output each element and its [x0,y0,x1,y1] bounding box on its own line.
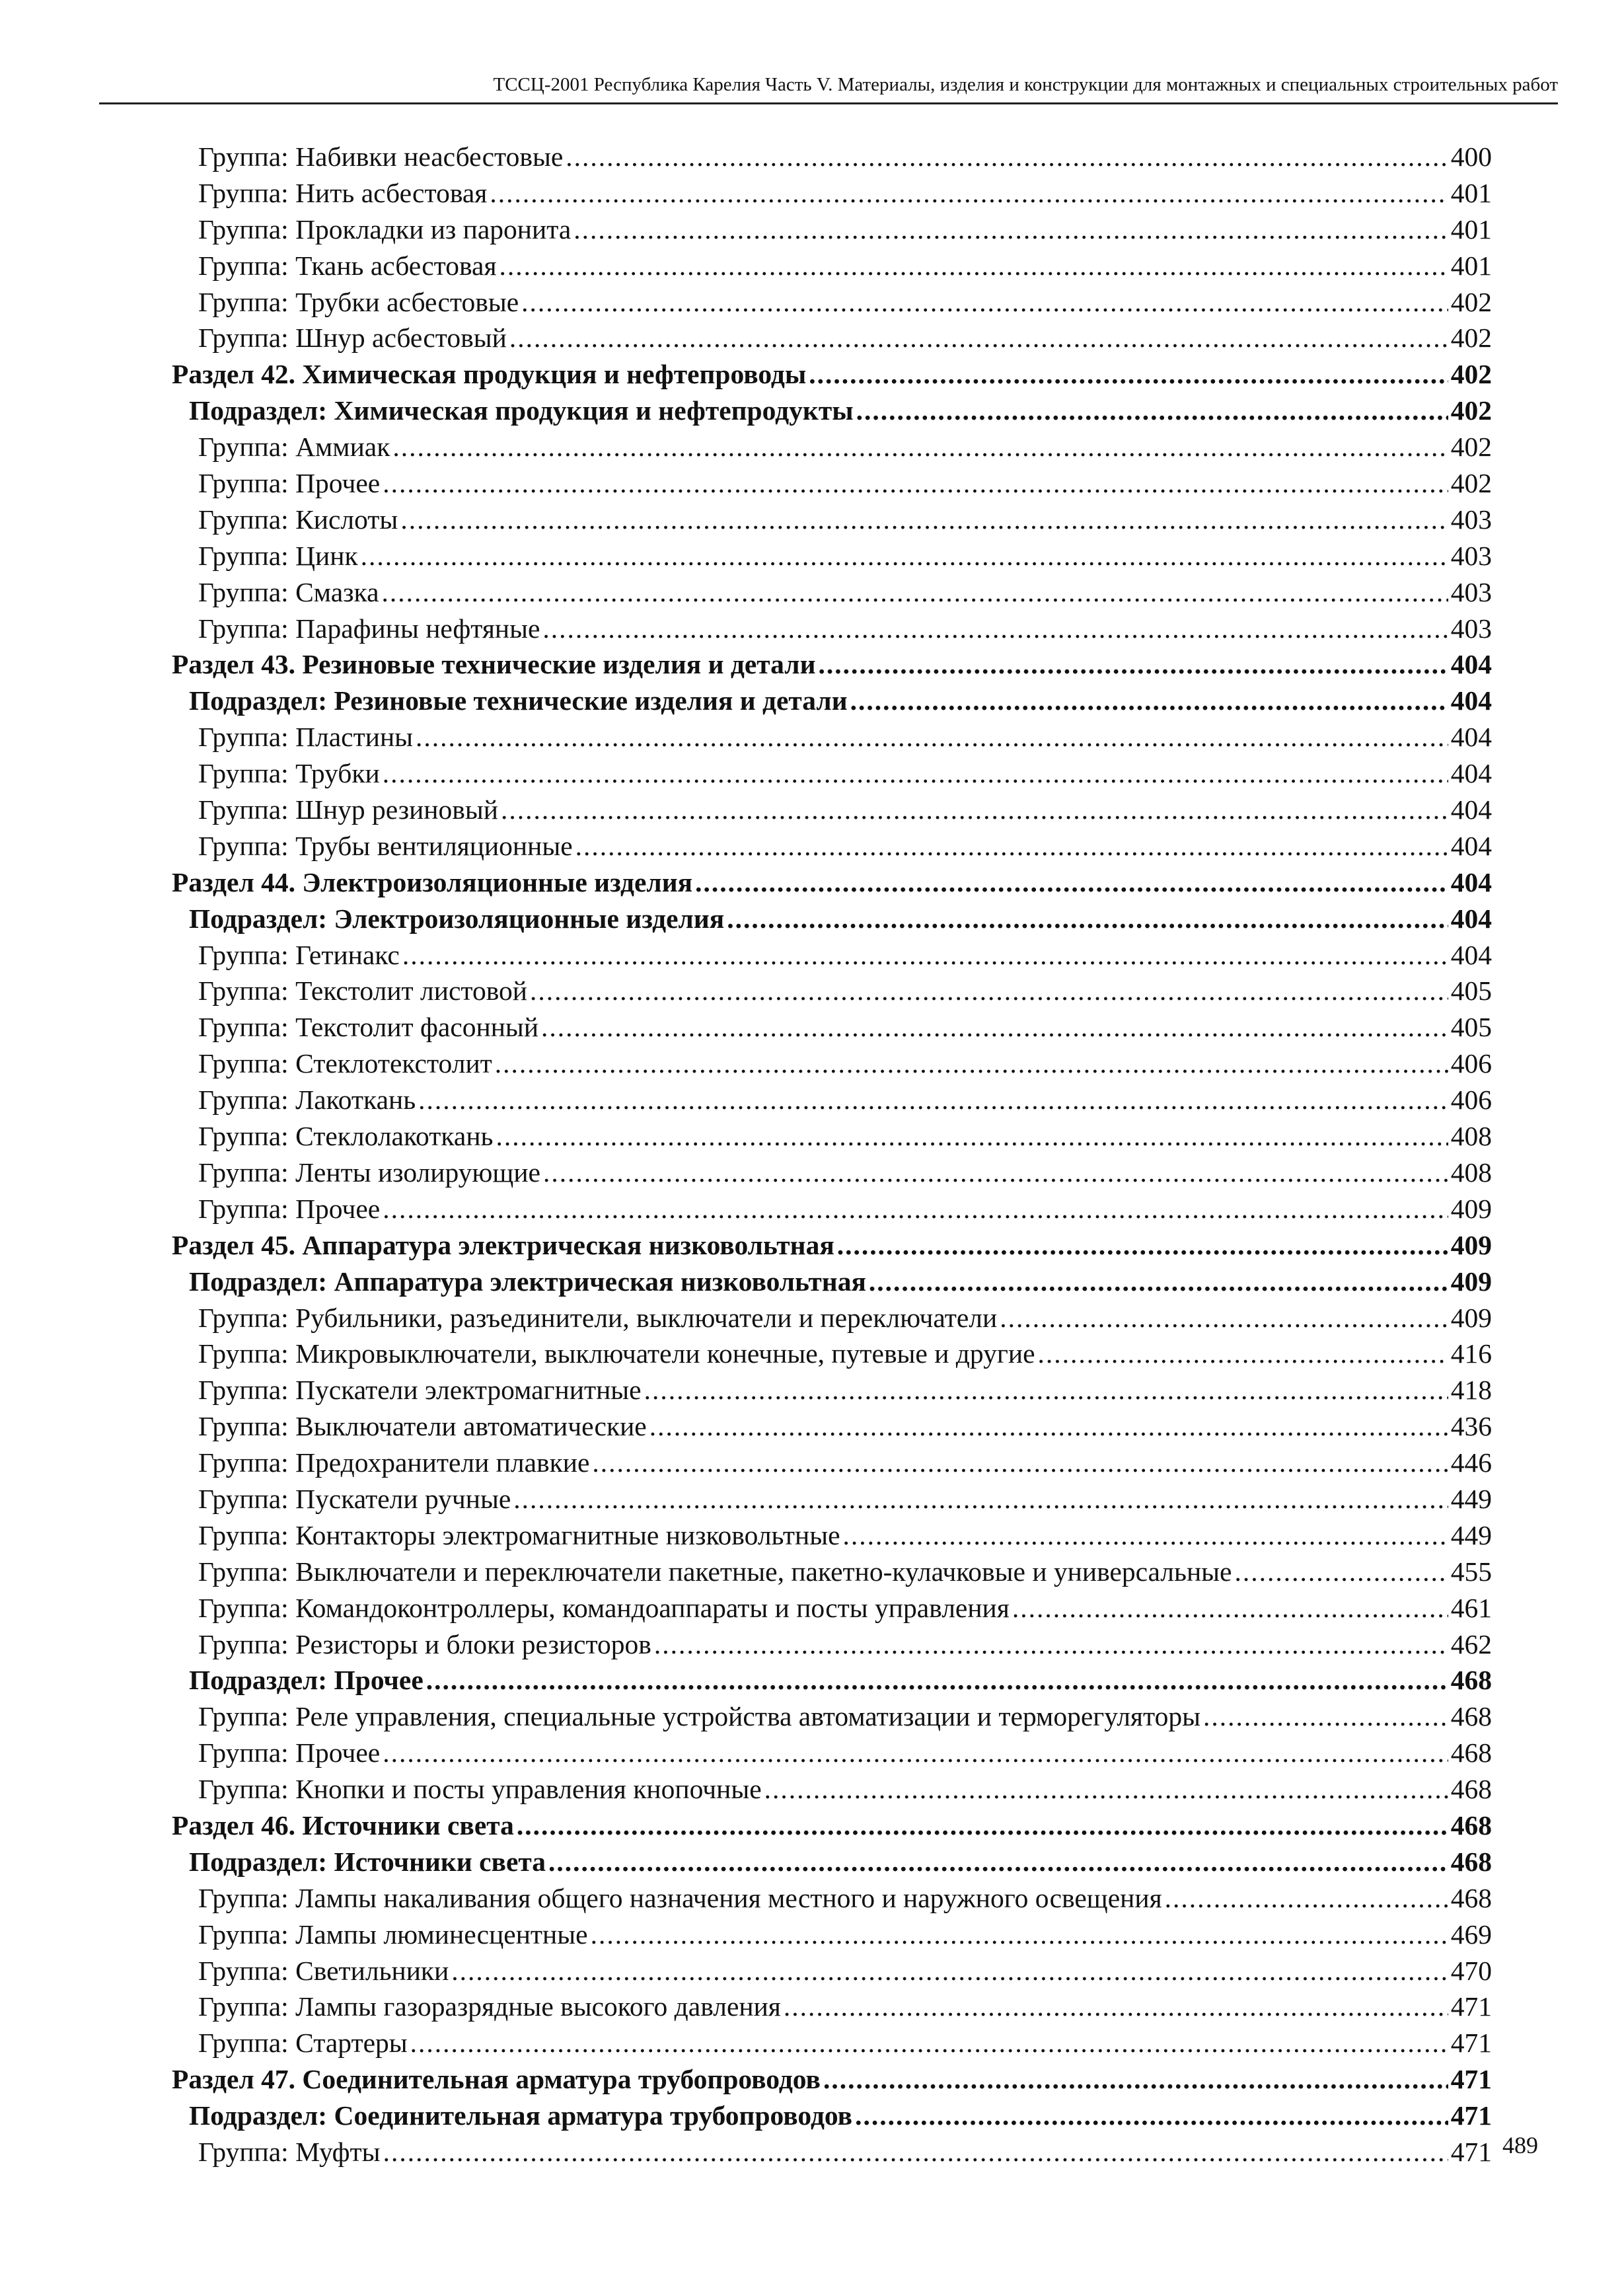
toc-group-row [172,1698,1492,1735]
toc-group-row [172,973,1492,1009]
dot-leader [1165,1880,1448,1917]
dot-leader [649,1408,1448,1445]
dot-leader [542,611,1448,647]
toc-entry-label: Группа: Гетинакс [198,939,400,970]
toc-entry-page: 455 [1450,1556,1492,1587]
dot-leader [490,175,1448,211]
toc-group-row [172,284,1492,321]
toc-group-row [172,828,1492,864]
dot-leader [818,646,1448,683]
toc-entry-label: Группа: Трубки асбестовые [198,286,519,317]
dot-leader [1012,1590,1448,1626]
dot-leader [592,1445,1448,1481]
toc-entry-page: 404 [1450,866,1492,897]
toc-entry-page: 400 [1450,141,1492,172]
toc-entry-label: Группа: Ткань асбестовая [198,250,497,281]
toc-entry-page: 402 [1450,395,1492,426]
toc-group-row [172,1626,1492,1663]
toc-entry-page: 402 [1450,468,1492,499]
toc-group-row [172,792,1492,828]
toc-group-row [172,1372,1492,1408]
toc-subsection-row [172,683,1492,719]
toc-entry-page: 409 [1450,1266,1492,1297]
toc-entry-page: 403 [1450,540,1492,571]
toc-entry-label: Группа: Лакоткань [198,1084,416,1116]
toc-entry-page: 416 [1450,1338,1492,1369]
toc-entry-label: Группа: Светильники [198,1955,449,1986]
toc-entry-page: 409 [1450,1302,1492,1333]
toc-entry-page: 471 [1450,2028,1492,2059]
toc-entry-label: Группа: Ленты изолирующие [198,1157,540,1188]
toc-entry-page: 471 [1450,2100,1492,2131]
toc-group-row [172,211,1492,248]
toc-entry-page: 471 [1450,2136,1492,2167]
toc-entry-label: Раздел 47. Соединительная арматура трубопроводов [172,2064,821,2095]
dot-leader [517,1807,1448,1844]
dot-leader [509,320,1448,356]
dot-leader [837,1227,1448,1264]
dot-leader [823,2061,1448,2098]
dot-leader [1038,1336,1448,1372]
dot-leader [383,1191,1448,1227]
toc-subsection-row [172,2098,1492,2134]
toc-entry-label: Группа: Пускатели ручные [198,1483,511,1514]
toc-entry-label: Группа: Кнопки и посты управления кнопочные [198,1774,762,1805]
toc-entry-label: Группа: Муфты [198,2136,381,2167]
toc-entry-label: Группа: Кислоты [198,504,398,535]
toc-section-row [172,864,1492,901]
dot-leader [591,1917,1448,1953]
toc-entry-label: Группа: Аммиак [198,432,390,463]
toc-entry-label: Группа: Трубки [198,758,380,789]
dot-leader [541,1009,1448,1046]
toc-entry-page: 468 [1450,1737,1492,1769]
toc-entry-page: 402 [1450,432,1492,463]
toc-entry-label: Группа: Шнур резиновый [198,794,498,825]
dot-leader [843,1517,1448,1554]
toc-entry-label: Группа: Пускатели электромагнитные [198,1375,642,1406]
toc-entry-label: Группа: Текстолит фасонный [198,1012,539,1043]
toc-entry-label: Группа: Парафины нефтяные [198,613,540,644]
toc-entry-label: Группа: Лампы газоразрядные высокого давления [198,1991,781,2022]
dot-leader [499,248,1448,284]
toc-group-row [172,574,1492,611]
toc-entry-label: Группа: Текстолит листовой [198,975,527,1007]
toc-group-row [172,139,1492,175]
toc-entry-page: 404 [1450,758,1492,789]
toc-entry-page: 403 [1450,576,1492,607]
toc-group-row [172,1191,1492,1227]
toc-entry-page: 403 [1450,504,1492,535]
toc-entry-page: 408 [1450,1121,1492,1152]
toc-subsection-row [172,1662,1492,1698]
toc-entry-page: 468 [1450,1846,1492,1877]
toc-group-row [172,1735,1492,1771]
dot-leader [1234,1554,1448,1590]
toc-group-row [172,611,1492,647]
toc-entry-label: Подраздел: Аппаратура электрическая низковольтная [189,1266,866,1297]
toc-entry-page: 446 [1450,1447,1492,1478]
toc-entry-label: Группа: Выключатели и переключатели пакетные, пакетно-кулачковые и универсальные [198,1556,1232,1587]
toc-entry-page: 470 [1450,1955,1492,1986]
toc-entry-page: 468 [1450,1774,1492,1805]
toc-entry-label: Подраздел: Электроизоляционные изделия [189,903,725,934]
toc-entry-label: Группа: Прокладки из паронита [198,213,572,245]
toc-entry-label: Группа: Набивки неасбестовые [198,141,564,172]
toc-entry-page: 401 [1450,213,1492,245]
toc-group-row [172,719,1492,755]
toc-entry-label: Группа: Смазка [198,576,379,607]
toc-section-row [172,1227,1492,1264]
toc-group-row [172,1481,1492,1517]
dot-leader [501,792,1448,828]
toc-group-row [172,1009,1492,1046]
toc-entry-page: 418 [1450,1375,1492,1406]
toc-entry-label: Группа: Резисторы и блоки резисторов [198,1628,651,1659]
dot-leader [727,901,1448,937]
toc-entry-page: 468 [1450,1882,1492,1913]
dot-leader [856,393,1448,429]
toc-entry-page: 401 [1450,177,1492,208]
dot-leader [644,1372,1448,1408]
dot-leader [400,502,1448,538]
toc-entry-label: Раздел 45. Аппаратура электрическая низковольтная [172,1229,834,1260]
toc-entry-label: Подраздел: Прочее [189,1665,424,1696]
toc-entry-label: Группа: Стеклолакоткань [198,1121,494,1152]
toc-entry-page: 409 [1450,1229,1492,1260]
toc-entry-page: 468 [1450,1665,1492,1696]
dot-leader [521,284,1448,321]
page-header: ТССЦ-2001 Республика Карелия Часть V. Материалы, изделия и конструкции для монтажных и специальных строительных работ [99,74,1558,104]
toc-section-row [172,1807,1492,1844]
dot-leader [530,973,1448,1009]
toc-group-row [172,248,1492,284]
dot-leader [869,1264,1448,1300]
toc-entry-label: Группа: Микровыключатели, выключатели конечные, путевые и другие [198,1338,1035,1369]
toc-group-row [172,502,1492,538]
toc-entry-page: 402 [1450,286,1492,317]
toc-group-row [172,1336,1492,1372]
toc-group-row [172,538,1492,574]
toc-section-row [172,2061,1492,2098]
toc-group-row [172,1155,1492,1191]
toc-entry-page: 404 [1450,685,1492,716]
dot-leader [764,1771,1448,1807]
toc-entry-label: Группа: Цинк [198,540,358,571]
toc-group-row [172,175,1492,211]
toc-entry-label: Группа: Реле управления, специальные устройства автоматизации и терморегуляторы [198,1701,1200,1732]
toc-entry-page: 402 [1450,323,1492,354]
dot-leader [695,864,1448,901]
toc-group-row [172,1989,1492,2025]
toc-group-row [172,1046,1492,1082]
toc-entry-label: Группа: Лампы накаливания общего назначения местного и наружного освещения [198,1882,1162,1913]
toc-entry-label: Группа: Шнур асбестовый [198,323,507,354]
toc-entry-page: 404 [1450,649,1492,680]
toc-entry-label: Подраздел: Резиновые технические изделия и детали [189,685,848,716]
dot-leader [383,465,1448,502]
toc-entry-page: 449 [1450,1519,1492,1550]
toc-group-row [172,465,1492,502]
toc-entry-page: 404 [1450,794,1492,825]
toc-subsection-row [172,1264,1492,1300]
dot-leader [383,2134,1448,2170]
toc-group-row [172,1771,1492,1807]
toc-entry-page: 405 [1450,1012,1492,1043]
toc-group-row [172,1445,1492,1481]
toc-entry-label: Группа: Пластины [198,722,414,753]
toc-entry-label: Группа: Лампы люминесцентные [198,1919,588,1950]
dot-leader [575,828,1448,864]
toc-group-row [172,2134,1492,2170]
toc-entry-page: 402 [1450,359,1492,390]
dot-leader [850,683,1448,719]
toc-subsection-row [172,1844,1492,1880]
toc-group-row [172,1517,1492,1554]
toc-section-row [172,356,1492,393]
dot-leader [382,574,1448,611]
toc-entry-label: Подраздел: Химическая продукция и нефтепродукты [189,395,854,426]
dot-leader [784,1989,1448,2025]
toc-entry-page: 436 [1450,1411,1492,1442]
toc-group-row [172,2025,1492,2061]
toc-entry-label: Группа: Стартеры [198,2028,408,2059]
toc-entry-page: 406 [1450,1048,1492,1079]
dot-leader [496,1118,1448,1155]
toc-group-row [172,1300,1492,1336]
toc-group-row [172,1590,1492,1626]
toc-subsection-row [172,393,1492,429]
toc-group-row [172,320,1492,356]
toc-group-row [172,1953,1492,1989]
toc-entry-page: 469 [1450,1919,1492,1950]
toc-entry-page: 462 [1450,1628,1492,1659]
dot-leader [392,429,1448,465]
dot-leader [654,1626,1448,1663]
dot-leader [855,2098,1448,2134]
dot-leader [416,719,1448,755]
toc-group-row [172,1917,1492,1953]
dot-leader [451,1953,1448,1989]
dot-leader [1000,1300,1448,1336]
toc-group-row [172,429,1492,465]
toc-entry-page: 404 [1450,903,1492,934]
toc-group-row [172,1880,1492,1917]
toc-entry-page: 404 [1450,830,1492,861]
toc-entry-page: 404 [1450,939,1492,970]
dot-leader [1203,1698,1448,1735]
toc-entry-page: 403 [1450,613,1492,644]
toc-entry-label: Группа: Предохранители плавкие [198,1447,590,1478]
toc-entry-page: 404 [1450,722,1492,753]
dot-leader [809,356,1448,393]
dot-leader [418,1082,1448,1118]
toc-entry-label: Раздел 46. Источники света [172,1809,514,1841]
toc-entry-label: Группа: Нить асбестовая [198,177,488,208]
dot-leader [410,2025,1448,2061]
dot-leader [543,1155,1448,1191]
toc-entry-page: 471 [1450,1991,1492,2022]
dot-leader [361,538,1448,574]
dot-leader [513,1481,1448,1517]
toc-section-row [172,646,1492,683]
toc-entry-label: Группа: Командоконтроллеры, командоаппараты и посты управления [198,1592,1010,1623]
toc-entry-label: Группа: Стеклотекстолит [198,1048,492,1079]
toc-entry-label: Группа: Рубильники, разъединители, выключатели и переключатели [198,1302,998,1333]
toc-group-row [172,1118,1492,1155]
toc-entry-label: Группа: Выключатели автоматические [198,1411,647,1442]
toc-entry-page: 405 [1450,975,1492,1007]
toc-group-row [172,755,1492,792]
toc-entry-label: Раздел 42. Химическая продукция и нефтепроводы [172,359,807,390]
dot-leader [573,211,1448,248]
toc-entry-label: Группа: Прочее [198,468,381,499]
toc-entry-label: Раздел 44. Электроизоляционные изделия [172,866,693,897]
toc-entry-page: 468 [1450,1809,1492,1841]
toc-group-row [172,937,1492,973]
toc-entry-page: 409 [1450,1193,1492,1224]
page-number: 489 [1502,2132,1538,2158]
toc-group-row [172,1408,1492,1445]
toc-entry-label: Раздел 43. Резиновые технические изделия и детали [172,649,816,680]
toc-entry-label: Подраздел: Соединительная арматура трубопроводов [189,2100,853,2131]
toc-entry-label: Группа: Прочее [198,1737,381,1769]
dot-leader [548,1844,1448,1880]
dot-leader [495,1046,1448,1082]
toc-entry-label: Группа: Контакторы электромагнитные низковольтные [198,1519,840,1550]
dot-leader [383,755,1448,792]
toc-entry-page: 406 [1450,1084,1492,1116]
table-of-contents [172,139,1492,2170]
toc-entry-page: 471 [1450,2064,1492,2095]
toc-subsection-row [172,901,1492,937]
dot-leader [566,139,1448,175]
toc-entry-label: Группа: Трубы вентиляционные [198,830,573,861]
toc-entry-page: 449 [1450,1483,1492,1514]
dot-leader [426,1662,1448,1698]
toc-entry-page: 401 [1450,250,1492,281]
toc-group-row [172,1082,1492,1118]
toc-entry-label: Подраздел: Источники света [189,1846,546,1877]
toc-entry-page: 468 [1450,1701,1492,1732]
toc-entry-page: 461 [1450,1592,1492,1623]
toc-entry-page: 408 [1450,1157,1492,1188]
toc-entry-label: Группа: Прочее [198,1193,381,1224]
dot-leader [402,937,1448,973]
dot-leader [383,1735,1448,1771]
toc-group-row [172,1554,1492,1590]
